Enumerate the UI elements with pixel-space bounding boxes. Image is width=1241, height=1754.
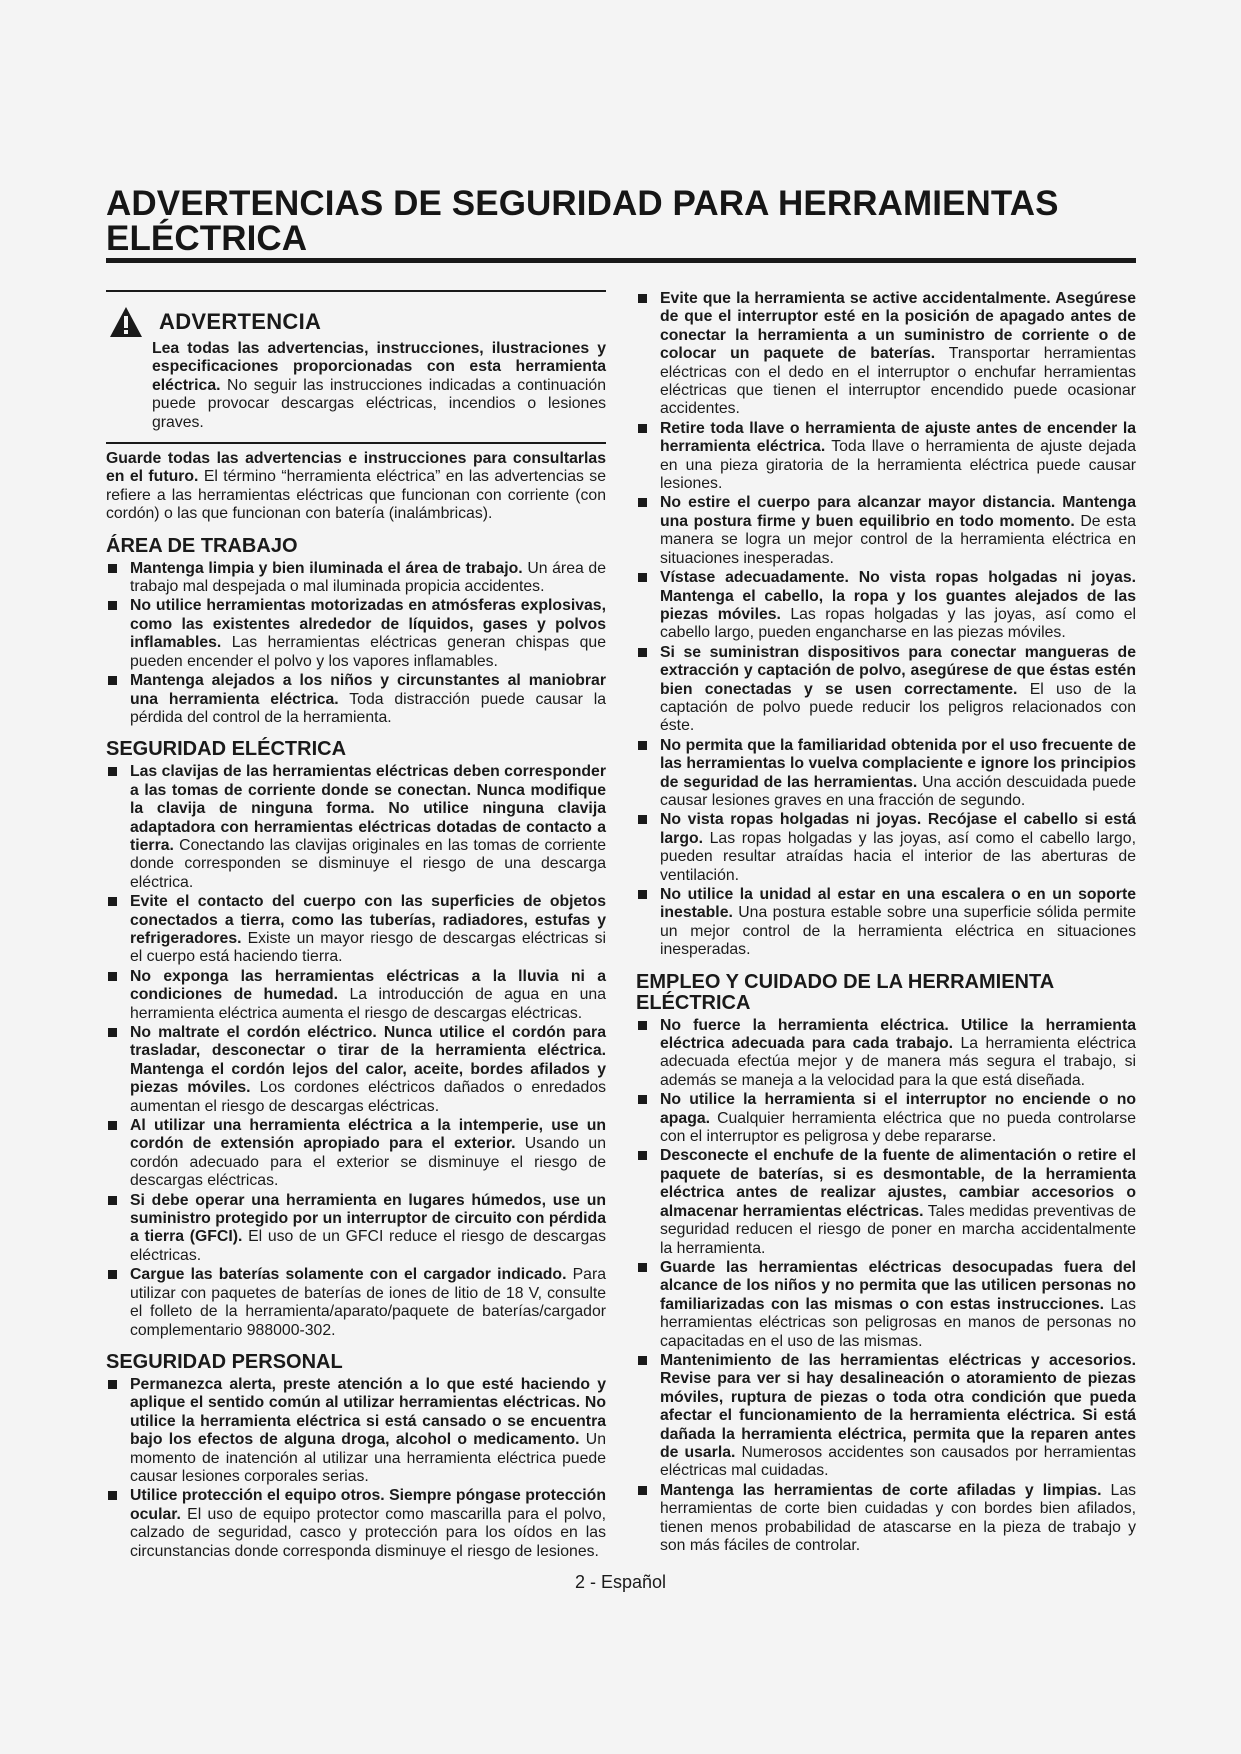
item-text: Cualquier herramienta eléctrica que no pueda controlarse con el interruptor es peligrosa y debe repararse.	[660, 1109, 1136, 1146]
list-item	[636, 569, 1136, 643]
list-item	[636, 1352, 1136, 1481]
list-item	[636, 1147, 1136, 1257]
item-text: Numerosos accidentes son causados por herramientas eléctricas mal cuidadas.	[660, 1443, 1136, 1480]
item-bold: No exponga las herramientas eléctricas a la lluvia ni a condiciones de humedad.	[130, 967, 606, 1004]
item-bold: Mantenga limpia y bien iluminada el área de trabajo.	[130, 559, 523, 577]
item-bold: Si se suministran dispositivos para conectar mangueras de extracción y captación de polvo, asegúrese de que éstas estén bien conectadas y se usen correctamente.	[660, 643, 1136, 698]
section-list-empleo	[636, 1017, 1136, 1556]
item-text: Toda distracción puede causar la pérdida del control de la herramienta.	[130, 690, 607, 726]
page-title: ADVERTENCIAS DE SEGURIDAD PARA HERRAMIENTAS ELÉCTRICA	[106, 184, 1059, 258]
warning-triangle-icon	[109, 306, 143, 338]
bullet-icon	[638, 424, 647, 433]
item-bold: Permanezca alerta, preste atención a lo que esté haciendo y aplique el sentido común al utilizar herramientas eléctricas. No utilice la herramienta eléctrica si está cansado o se encuentra bajo los efectos de alguna droga, alcohol o medicamento.	[130, 1375, 606, 1449]
item-text: La herramienta eléctrica adecuada efectúa mejor y de manera más segura el trabajo, si además se maneja a la velocidad para la que está diseñada.	[660, 1035, 1136, 1089]
warning-text	[152, 340, 606, 432]
bullet-icon	[638, 1356, 647, 1365]
list-item	[106, 1376, 606, 1486]
item-text: Los cordones eléctricos dañados o enredados aumentan el riesgo de descargas eléctricas.	[130, 1079, 607, 1115]
title-divider	[106, 258, 1136, 263]
item-text: Las ropas holgadas y las joyas, así como el cabello largo, pueden resultar atraídas hacia el interior de las aberturas de ventilación.	[660, 829, 1136, 884]
list-item	[106, 1266, 606, 1340]
item-bold: Evite el contacto del cuerpo con las superficies de objetos conectados a tierra, como las tuberías, radiadores, estufas y refrigeradores.	[130, 893, 606, 947]
list-item	[106, 763, 606, 892]
item-text: Las herramientas eléctricas son peligrosas en manos de personas no capacitadas en el uso de las mismas.	[660, 1295, 1137, 1350]
bullet-icon	[638, 1486, 647, 1495]
item-bold: No utilice herramientas motorizadas en atmósferas explosivas, como las existentes alrededor de líquidos, gases y polvos inflamables.	[130, 597, 606, 652]
section-list-electrica	[106, 763, 606, 1340]
bullet-icon	[638, 1151, 647, 1160]
item-text: Una acción descuidada puede causar lesiones graves en una fracción de segundo.	[660, 773, 1136, 809]
bullet-icon	[108, 1121, 117, 1130]
item-text: Una postura estable sobre una superficie sólida permite un mejor control de la herramienta eléctrica en situaciones inesperadas.	[660, 904, 1136, 959]
bullet-icon	[108, 601, 117, 610]
list-item	[636, 1259, 1136, 1351]
bullet-icon	[108, 897, 117, 906]
intro-plain: El término “herramienta eléctrica” en las advertencias se refiere a las herramientas eléctricas que funcionan con corriente (con cordón) o las que funcionan con batería (inalámbricas).	[106, 468, 606, 523]
bullet-icon	[638, 890, 647, 899]
warning-bold: Lea todas las advertencias, instrucciones, ilustraciones y especificaciones proporcionadas con esta herramienta eléctrica.	[152, 340, 606, 394]
bullet-icon	[108, 676, 117, 685]
item-text: Conectando las clavijas originales en las tomas de corriente donde corresponden se disminuye el riesgo de una descarga eléctrica.	[130, 836, 606, 891]
item-bold: Si debe operar una herramienta en lugares húmedos, use un suministro protegido por un interruptor de circuito con pérdida a tierra (GFCI).	[130, 1191, 606, 1246]
item-bold: Retire toda llave o herramienta de ajuste antes de encender la herramienta eléctrica.	[660, 419, 1136, 456]
item-text: Tales medidas preventivas de seguridad reducen el riesgo de poner en marcha accidentalmente la herramienta.	[660, 1202, 1136, 1257]
item-bold: No maltrate el cordón eléctrico. Nunca utilice el cordón para trasladar, desconectar o tirar de la herramienta eléctrica. Mantenga el cordón lejos del calor, aceite, bordes afilados y piezas móviles.	[130, 1024, 606, 1097]
item-bold: Vístase adecuadamente. No vista ropas holgadas ni joyas. Mantenga el cabello, la ropa y los guantes alejados de las piezas móviles.	[660, 569, 1136, 623]
left-column	[106, 290, 606, 1562]
list-item	[106, 968, 606, 1023]
bullet-icon	[108, 564, 117, 573]
item-text: El uso de equipo protector como mascarilla para el polvo, calzado de seguridad, casco y protección para los oídos en las circunstancias donde corresponda disminuye el riesgo de lesiones.	[130, 1505, 606, 1560]
item-bold: No estire el cuerpo para alcanzar mayor distancia. Mantenga una postura firme y buen equilibrio en todo momento.	[660, 494, 1136, 530]
list-item	[636, 494, 1136, 568]
item-bold: Las clavijas de las herramientas eléctricas deben corresponder a las tomas de corriente donde se conectan. Nunca modifique la clavija de ninguna forma. No utilice ninguna clavija adaptadora con herramientas eléctricas dotadas de contacto a tierra.	[130, 763, 606, 854]
section-list-personal	[106, 1376, 606, 1561]
item-bold: Guarde las herramientas eléctricas desocupadas fuera del alcance de los niños y no permita que las utilicen personas no familiarizadas con las mismas o con estas instrucciones.	[660, 1258, 1136, 1313]
intro-paragraph	[106, 450, 606, 524]
warning-header	[106, 306, 606, 338]
list-item	[636, 1091, 1136, 1146]
item-text: Las ropas holgadas y las joyas, así como el cabello largo, pueden engancharse en las piezas móviles.	[660, 605, 1136, 642]
item-text: Existe un mayor riesgo de descargas eléctricas si el cuerpo está haciendo tierra.	[130, 929, 606, 966]
bullet-icon	[108, 1028, 117, 1037]
item-bold: No permita que la familiaridad obtenida por el uso frecuente de las herramientas lo vuelva complaciente e ignore los principios de seguridad de las herramientas.	[660, 736, 1136, 791]
item-bold: Cargue las baterías solamente con el cargador indicado.	[130, 1266, 567, 1284]
list-item	[636, 811, 1136, 885]
item-text: El uso de la captación de polvo puede reducir los peligros relacionados con éste.	[660, 680, 1137, 735]
item-bold: No vista ropas holgadas ni joyas. Recójase el cabello si está largo.	[660, 811, 1136, 847]
item-text: Usando un cordón adecuado para el exterior se disminuye el riesgo de descargas eléctricas.	[130, 1135, 606, 1190]
section-list-area	[106, 560, 606, 728]
item-text: Transportar herramientas eléctricas con el dedo en el interruptor o enchufar herramientas eléctricas que tienen el interruptor encendido puede ocasionar accidentes.	[660, 345, 1136, 418]
item-bold: Desconecte el enchufe de la fuente de alimentación o retire el paquete de baterías, si es desmontable, de la herramienta eléctrica antes de realizar ajustes, cambiar accesorios o almacenar herramientas eléctricas.	[660, 1147, 1136, 1220]
bullet-icon	[638, 498, 647, 507]
item-text: Un área de trabajo mal despejada o mal iluminada propicia accidentes.	[130, 559, 606, 596]
bullet-icon	[108, 1196, 117, 1205]
item-text: El uso de un GFCI reduce el riesgo de descargas eléctricas.	[130, 1228, 606, 1264]
list-item	[106, 1487, 606, 1561]
bullet-icon	[108, 1491, 117, 1500]
list-item	[636, 1482, 1136, 1556]
list-item	[106, 893, 606, 967]
item-bold: Mantenga las herramientas de corte afiladas y limpias.	[660, 1481, 1102, 1499]
page-footer: 2 - Español	[574, 1572, 667, 1592]
right-column	[636, 290, 1136, 1556]
item-text: Para utilizar con paquetes de baterías de iones de litio de 18 V, consulte el folleto de la herramienta/aparato/paquete de baterías/cargador complementario 988000-302.	[130, 1266, 606, 1339]
item-bold: Utilice protección el equipo otros. Siempre póngase protección ocular.	[130, 1487, 606, 1523]
bullet-icon	[108, 1270, 117, 1279]
item-bold: No utilice la herramienta si el interruptor no enciende o no apaga.	[660, 1091, 1136, 1127]
list-item	[106, 597, 606, 671]
item-bold: No utilice la unidad al estar en una escalera o en un soporte inestable.	[660, 886, 1136, 922]
divider	[106, 442, 606, 444]
list-item	[636, 290, 1136, 419]
warning-box	[106, 290, 606, 432]
list-item	[636, 644, 1136, 736]
bullet-icon	[638, 294, 647, 303]
item-text: Un momento de inatención al utilizar una herramienta eléctrica puede causar lesiones corporales serias.	[130, 1431, 606, 1485]
list-item	[636, 420, 1136, 494]
item-bold: Mantenimiento de las herramientas eléctricas y accesorios. Revise para ver si hay desalineación o atoramiento de piezas móviles, ruptura de piezas o toda otra condición que pueda afectar el funcionamiento de la herramienta eléctrica. Si está dañada la herramienta eléctrica, permita que la reparen antes de usarla.	[660, 1351, 1136, 1461]
list-item	[106, 560, 606, 597]
intro-bold: Guarde todas las advertencias e instrucciones para consultarlas en el futuro.	[106, 450, 606, 486]
list-item	[106, 1117, 606, 1191]
list-item	[636, 737, 1136, 811]
list-item	[106, 1192, 606, 1266]
bullet-icon	[638, 1021, 647, 1030]
list-item	[106, 1024, 606, 1116]
item-text: Las herramientas de corte bien cuidadas y con bordes bien afilados, tienen menos probabilidad de atascarse en la pieza de trabajo y son más fáciles de controlar.	[660, 1481, 1137, 1554]
item-bold: Evite que la herramienta se active accidentalmente. Asegúrese de que el interruptor esté en la posición de apagado antes de conectar la herramienta a un suministro de corriente o de colocar un paquete de baterías.	[660, 290, 1136, 363]
item-text: De esta manera se logra un mejor control de la herramienta eléctrica en situaciones inesperadas.	[660, 512, 1136, 567]
bullet-icon	[108, 972, 117, 981]
section-list-personal-cont	[636, 290, 1136, 960]
warning-label: ADVERTENCIA	[159, 308, 322, 334]
bullet-icon	[638, 648, 647, 657]
bullet-icon	[638, 815, 647, 824]
bullet-icon	[638, 1263, 647, 1272]
item-text: Toda llave o herramienta de ajuste dejada en una pieza giratoria de la herramienta eléctrica puede causar lesiones.	[660, 438, 1136, 493]
item-bold: Al utilizar una herramienta eléctrica a la intemperie, use un cordón de extensión apropiado para el exterior.	[130, 1117, 606, 1153]
section-title-area: ÁREA DE TRABAJO	[106, 534, 298, 557]
list-item	[636, 886, 1136, 960]
bullet-icon	[108, 767, 117, 776]
item-text: La introducción de agua en una herramienta eléctrica aumenta el riesgo de descargas eléctricas.	[130, 986, 606, 1022]
bullet-icon	[108, 1380, 117, 1389]
bullet-icon	[638, 573, 647, 582]
item-bold: Mantenga alejados a los niños y circunstantes al maniobrar una herramienta eléctrica.	[130, 672, 606, 708]
item-bold: No fuerce la herramienta eléctrica. Utilice la herramienta eléctrica adecuada para cada trabajo.	[660, 1016, 1136, 1053]
section-title-personal: SEGURIDAD PERSONAL	[106, 1350, 343, 1373]
bullet-icon	[638, 741, 647, 750]
warning-plain: No seguir las instrucciones indicadas a continuación puede provocar descargas eléctricas, incendios o lesiones graves.	[152, 376, 606, 431]
section-title-empleo: EMPLEO Y CUIDADO DE LA HERRAMIENTA ELÉCTRICA	[636, 970, 1054, 1014]
bullet-icon	[638, 1095, 647, 1104]
item-text: Las herramientas eléctricas generan chispas que pueden encender el polvo y los vapores inflamables.	[130, 634, 606, 670]
section-title-electrica: SEGURIDAD ELÉCTRICA	[106, 738, 347, 761]
list-item	[106, 672, 606, 727]
list-item	[636, 1017, 1136, 1091]
